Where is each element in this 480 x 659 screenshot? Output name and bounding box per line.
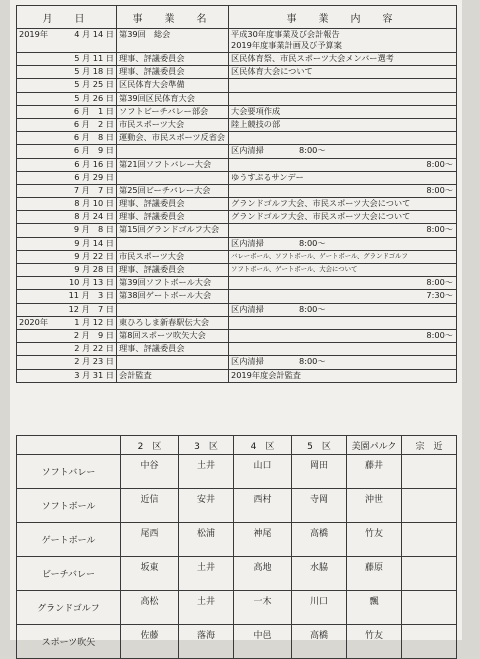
- schedule-row: [17, 158, 457, 171]
- schedule-month-day: 8 月 24 日: [74, 211, 114, 222]
- schedule-event-name: ソフトビーチバレー部会: [117, 105, 229, 118]
- content-time: 8:00～: [426, 224, 453, 235]
- schedule-event-content: [229, 66, 457, 79]
- schedule-date: [17, 224, 117, 237]
- schedule-row: [17, 277, 457, 290]
- schedule-month-day: 9 月 22 日: [74, 250, 114, 261]
- content-line: 区内清掃: [231, 303, 264, 314]
- district-header: 美園パルク: [347, 436, 402, 455]
- schedule-row: [17, 264, 457, 277]
- content-line: 区内清掃: [231, 356, 264, 367]
- schedule-event-name: 理事、評議委員会: [117, 343, 229, 356]
- schedule-month-day: 7 月 7 日: [73, 184, 114, 195]
- schedule-event-name: 第39回 総会: [117, 29, 229, 53]
- schedule-event-content: [229, 118, 457, 131]
- representative-name: 神尾: [234, 523, 292, 557]
- representative-name: 藤原: [347, 557, 402, 591]
- representative-name: 岡田: [292, 455, 347, 489]
- representative-name: 安井: [179, 489, 234, 523]
- content-line: バレーボール、ソフトボール、ゲートボール、グランドゴルフ: [231, 251, 408, 260]
- schedule-event-name: 第8回スポーツ吹矢大会: [117, 329, 229, 342]
- schedule-month-day: 6 月 8 日: [73, 132, 114, 143]
- content-time: 8:00～: [299, 145, 326, 156]
- content-line: 大会要項作成: [231, 105, 281, 116]
- schedule-month-day: 5 月 25 日: [74, 79, 114, 90]
- district-table: [16, 435, 457, 659]
- schedule-month-day: 9 月 8 日: [73, 224, 114, 235]
- district-header: 3 区: [179, 436, 234, 455]
- schedule-event-content: [229, 158, 457, 171]
- district-row: [17, 523, 457, 557]
- schedule-event-name: [117, 356, 229, 369]
- content-line: グランドゴルフ大会、市民スポーツ大会について: [231, 198, 411, 209]
- content-time: 8:00～: [426, 184, 453, 195]
- schedule-event-name: 理事、評議委員会: [117, 264, 229, 277]
- schedule-row: [17, 303, 457, 316]
- representative-name: [402, 455, 457, 489]
- schedule-date: [17, 264, 117, 277]
- representative-name: 松浦: [179, 523, 234, 557]
- schedule-month-day: 6 月 16 日: [74, 158, 114, 169]
- schedule-event-content: [229, 171, 457, 184]
- schedule-table: [16, 5, 457, 383]
- schedule-month-day: 2 月 22 日: [74, 343, 114, 354]
- content-line: 平成30年度事業及び会計報告: [231, 29, 340, 39]
- schedule-date: [17, 250, 117, 263]
- representative-name: 沖世: [347, 489, 402, 523]
- district-header: 5 区: [292, 436, 347, 455]
- district-row: [17, 625, 457, 659]
- schedule-event-content: [229, 198, 457, 211]
- schedule-event-content: [229, 211, 457, 224]
- district-header: 4 区: [234, 436, 292, 455]
- schedule-date: [17, 237, 117, 250]
- schedule-month-day: 11 月 3 日: [68, 290, 114, 301]
- schedule-row: [17, 92, 457, 105]
- content-line: 陸上競技の部: [231, 118, 281, 129]
- representative-name: [402, 523, 457, 557]
- representative-name: [402, 557, 457, 591]
- schedule-date: [17, 290, 117, 303]
- representative-name: 一木: [234, 591, 292, 625]
- schedule-row: [17, 369, 457, 382]
- schedule-event-content: [229, 303, 457, 316]
- schedule-row: [17, 211, 457, 224]
- schedule-date: [17, 277, 117, 290]
- schedule-date: [17, 132, 117, 145]
- schedule-date: [17, 66, 117, 79]
- schedule-month-day: 5 月 26 日: [74, 92, 114, 103]
- content-time: 8:00～: [426, 329, 453, 340]
- district-row: [17, 455, 457, 489]
- district-row: [17, 591, 457, 625]
- representative-name: 飄: [347, 591, 402, 625]
- representative-name: 中谷: [121, 455, 179, 489]
- schedule-month-day: 2 月 23 日: [74, 356, 114, 367]
- schedule-event-name: 第25回ビーチバレー大会: [117, 184, 229, 197]
- schedule-event-content: [229, 290, 457, 303]
- schedule-event-content: [229, 356, 457, 369]
- header-event-name: 事 業 名: [117, 6, 229, 29]
- schedule-row: [17, 79, 457, 92]
- representative-name: 水脇: [292, 557, 347, 591]
- representative-name: 落海: [179, 625, 234, 659]
- schedule-row: [17, 356, 457, 369]
- schedule-event-name: 区民体育大会準備: [117, 79, 229, 92]
- content-line: グランドゴルフ大会、市民スポーツ大会について: [231, 211, 411, 222]
- schedule-event-name: 理事、評議委員会: [117, 198, 229, 211]
- schedule-event-content: [229, 145, 457, 158]
- schedule-row: [17, 329, 457, 342]
- schedule-event-name: 理事、評議委員会: [117, 211, 229, 224]
- schedule-row: [17, 198, 457, 211]
- schedule-event-content: [229, 343, 457, 356]
- schedule-event-name: 第21回ソフトバレー大会: [117, 158, 229, 171]
- schedule-event-name: [117, 171, 229, 184]
- schedule-date: [17, 53, 117, 66]
- schedule-date: [17, 158, 117, 171]
- schedule-date: [17, 184, 117, 197]
- content-line: ゆうすぷるサンデー: [231, 171, 304, 182]
- representative-name: 西村: [234, 489, 292, 523]
- schedule-month-day: 4 月 14 日: [74, 29, 114, 39]
- schedule-event-content: [229, 250, 457, 263]
- schedule-event-content: [229, 369, 457, 382]
- sport-name: ソフトバレー: [17, 455, 121, 489]
- content-line: 区民体育大会について: [231, 66, 313, 77]
- schedule-row: [17, 316, 457, 329]
- schedule-month-day: 6 月 9 日: [73, 145, 114, 156]
- schedule-date: [17, 329, 117, 342]
- schedule-row: [17, 343, 457, 356]
- content-time: 8:00～: [299, 237, 326, 248]
- schedule-date: [17, 79, 117, 92]
- schedule-event-name: 第39回ソフトボール大会: [117, 277, 229, 290]
- representative-name: [402, 591, 457, 625]
- district-row: [17, 489, 457, 523]
- representative-name: 高橋: [292, 625, 347, 659]
- district-header-row: [17, 436, 457, 455]
- schedule-date: [17, 118, 117, 131]
- schedule-month-day: 6 月 1 日: [73, 105, 114, 116]
- schedule-header-row: [17, 6, 457, 29]
- schedule-date: [17, 29, 117, 53]
- schedule-event-name: [117, 237, 229, 250]
- schedule-event-name: 理事、評議委員会: [117, 53, 229, 66]
- content-line: 区内清掃: [231, 237, 264, 248]
- representative-name: 土井: [179, 557, 234, 591]
- schedule-event-name: [117, 145, 229, 158]
- content-line: 区民体育祭、市民スポーツ大会メンバー選考: [231, 53, 394, 63]
- content-time: 8:00～: [299, 303, 326, 314]
- schedule-row: [17, 145, 457, 158]
- schedule-month-day: 5 月 18 日: [74, 66, 114, 77]
- schedule-year: 2020年: [19, 316, 49, 327]
- schedule-row: [17, 66, 457, 79]
- schedule-month-day: 1 月 12 日: [74, 316, 114, 327]
- schedule-date: [17, 171, 117, 184]
- schedule-row: [17, 290, 457, 303]
- schedule-event-content: [229, 79, 457, 92]
- district-row: [17, 557, 457, 591]
- schedule-month-day: 6 月 29 日: [74, 171, 114, 182]
- schedule-date: [17, 343, 117, 356]
- schedule-date: [17, 211, 117, 224]
- document-sheet: [10, 0, 462, 648]
- content-time: 8:00～: [426, 158, 453, 169]
- representative-name: 寺岡: [292, 489, 347, 523]
- district-header: 2 区: [121, 436, 179, 455]
- schedule-row: [17, 29, 457, 53]
- schedule-row: [17, 184, 457, 197]
- schedule-month-day: 9 月 14 日: [74, 237, 114, 248]
- representative-name: 高松: [121, 591, 179, 625]
- schedule-month-day: 3 月 31 日: [74, 369, 114, 380]
- schedule-row: [17, 224, 457, 237]
- content-line: 2019年度会計監査: [231, 369, 301, 380]
- schedule-event-content: [229, 277, 457, 290]
- representative-name: [402, 625, 457, 659]
- schedule-event-content: [229, 53, 457, 66]
- schedule-event-name: [117, 303, 229, 316]
- schedule-row: [17, 250, 457, 263]
- representative-name: 土井: [179, 455, 234, 489]
- schedule-event-name: 運動会、市民スポーツ反省会: [117, 132, 229, 145]
- schedule-row: [17, 237, 457, 250]
- schedule-event-name: 東ひろしま新春駅伝大会: [117, 316, 229, 329]
- representative-name: 尾西: [121, 523, 179, 557]
- representative-name: 竹友: [347, 625, 402, 659]
- representative-name: 竹友: [347, 523, 402, 557]
- schedule-date: [17, 105, 117, 118]
- content-line: 2019年度事業計画及び予算案: [231, 40, 342, 50]
- schedule-date: [17, 145, 117, 158]
- district-header: [17, 436, 121, 455]
- content-time: 7:30～: [426, 290, 453, 301]
- representative-name: 川口: [292, 591, 347, 625]
- schedule-event-name: 理事、評議委員会: [117, 66, 229, 79]
- header-date: 月 日: [17, 6, 117, 29]
- representative-name: 中邑: [234, 625, 292, 659]
- schedule-event-content: [229, 264, 457, 277]
- schedule-month-day: 9 月 28 日: [74, 264, 114, 274]
- representative-name: 近信: [121, 489, 179, 523]
- schedule-event-content: [229, 29, 457, 53]
- schedule-row: [17, 53, 457, 66]
- representative-name: 山口: [234, 455, 292, 489]
- schedule-event-content: [229, 105, 457, 118]
- schedule-event-name: 市民スポーツ大会: [117, 118, 229, 131]
- schedule-row: [17, 105, 457, 118]
- schedule-event-content: [229, 184, 457, 197]
- sport-name: ゲートボール: [17, 523, 121, 557]
- representative-name: 土井: [179, 591, 234, 625]
- schedule-event-content: [229, 92, 457, 105]
- schedule-date: [17, 316, 117, 329]
- schedule-event-name: 市民スポーツ大会: [117, 250, 229, 263]
- schedule-event-content: [229, 316, 457, 329]
- sport-name: ソフトボール: [17, 489, 121, 523]
- schedule-year: 2019年: [19, 29, 49, 39]
- representative-name: 藤井: [347, 455, 402, 489]
- representative-name: 佐藤: [121, 625, 179, 659]
- sport-name: スポーツ吹矢: [17, 625, 121, 659]
- schedule-month-day: 6 月 2 日: [73, 118, 114, 129]
- schedule-event-name: 会計監査: [117, 369, 229, 382]
- schedule-event-name: 第38回ゲートボール大会: [117, 290, 229, 303]
- schedule-event-content: [229, 237, 457, 250]
- representative-name: 高橋: [292, 523, 347, 557]
- schedule-event-content: [229, 132, 457, 145]
- schedule-date: [17, 92, 117, 105]
- schedule-event-name: 第15回グランドゴルフ大会: [117, 224, 229, 237]
- schedule-month-day: 12 月 7 日: [68, 303, 114, 314]
- schedule-month-day: 2 月 9 日: [73, 329, 114, 340]
- content-line: ソフトボール、ゲートボール、大会について: [231, 265, 358, 273]
- content-time: 8:00～: [299, 356, 326, 367]
- header-event-content: 事 業 内 容: [229, 6, 457, 29]
- schedule-date: [17, 356, 117, 369]
- sport-name: ビーチバレー: [17, 557, 121, 591]
- schedule-event-content: [229, 224, 457, 237]
- district-header: 宗 近: [402, 436, 457, 455]
- representative-name: 高地: [234, 557, 292, 591]
- schedule-row: [17, 171, 457, 184]
- content-time: 8:00～: [426, 277, 453, 288]
- schedule-date: [17, 369, 117, 382]
- schedule-event-name: 第39回区民体育大会: [117, 92, 229, 105]
- schedule-date: [17, 198, 117, 211]
- representative-name: [402, 489, 457, 523]
- schedule-row: [17, 118, 457, 131]
- schedule-month-day: 8 月 10 日: [74, 198, 114, 209]
- schedule-event-content: [229, 329, 457, 342]
- schedule-month-day: 5 月 11 日: [74, 53, 114, 63]
- sport-name: グランドゴルフ: [17, 591, 121, 625]
- schedule-month-day: 10 月 13 日: [68, 277, 114, 288]
- schedule-date: [17, 303, 117, 316]
- content-line: 区内清掃: [231, 145, 264, 156]
- representative-name: 坂東: [121, 557, 179, 591]
- schedule-row: [17, 132, 457, 145]
